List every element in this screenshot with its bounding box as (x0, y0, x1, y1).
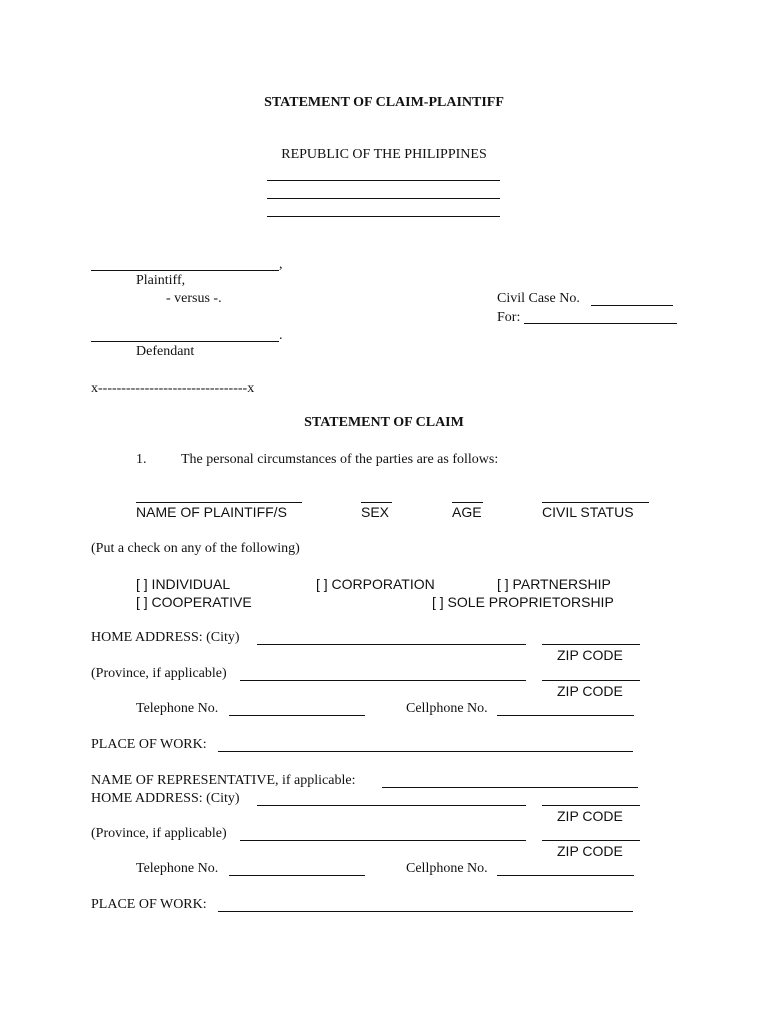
age-header: AGE (452, 504, 482, 520)
home-address-field[interactable] (257, 644, 526, 645)
cellphone-field[interactable] (497, 715, 634, 716)
item-number: 1. (136, 452, 147, 467)
rep-province-field[interactable] (240, 840, 526, 841)
check-instruction: (Put a check on any of the following) (91, 541, 300, 556)
zip-code-field-2[interactable] (542, 680, 640, 681)
rep-zip-code-field-2[interactable] (542, 840, 640, 841)
zip-code-field-1[interactable] (542, 644, 640, 645)
rep-province-label: (Province, if applicable) (91, 826, 227, 841)
versus-label: - versus -. (166, 291, 222, 306)
civil-case-label: Civil Case No. (497, 291, 580, 306)
rep-place-of-work-label: PLACE OF WORK: (91, 897, 207, 912)
rep-home-address-label: HOME ADDRESS: (City) (91, 791, 240, 806)
representative-name-label: NAME OF REPRESENTATIVE, if applicable: (91, 773, 356, 788)
rep-cellphone-field[interactable] (497, 875, 634, 876)
checkbox-cooperative[interactable]: [ ] COOPERATIVE (136, 594, 252, 610)
province-label: (Province, if applicable) (91, 666, 227, 681)
rep-home-address-field[interactable] (257, 805, 526, 806)
court-blank-line-2[interactable] (267, 198, 500, 199)
civil-status-blank[interactable] (542, 502, 649, 503)
caption-separator: x--------------------------------x (91, 381, 255, 396)
civil-status-header: CIVIL STATUS (542, 504, 634, 520)
for-blank[interactable] (524, 323, 677, 324)
plaintiff-comma: , (279, 257, 283, 272)
plaintiff-names-blank[interactable] (136, 502, 302, 503)
place-of-work-label: PLACE OF WORK: (91, 737, 207, 752)
age-blank[interactable] (452, 502, 483, 503)
rep-telephone-field[interactable] (229, 875, 365, 876)
province-field[interactable] (240, 680, 526, 681)
plaintiff-label: Plaintiff, (136, 273, 186, 288)
document-title: STATEMENT OF CLAIM-PLAINTIFF (264, 95, 504, 110)
cellphone-label: Cellphone No. (406, 701, 488, 716)
sex-header: SEX (361, 504, 390, 520)
checkbox-sole-proprietorship[interactable]: [ ] SOLE PROPRIETORSHIP (432, 594, 614, 610)
defendant-label: Defendant (136, 344, 195, 359)
checkbox-individual[interactable]: [ ] INDIVIDUAL (136, 576, 231, 592)
home-address-label: HOME ADDRESS: (City) (91, 630, 240, 645)
rep-zip-code-label-1: ZIP CODE (557, 808, 623, 824)
rep-zip-code-field-1[interactable] (542, 805, 640, 806)
telephone-label: Telephone No. (136, 701, 219, 716)
name-header: NAME OF PLAINTIFF/S (136, 504, 287, 520)
for-label: For: (497, 310, 521, 325)
section-title: STATEMENT OF CLAIM (304, 415, 464, 430)
defendant-name-blank[interactable] (91, 341, 279, 342)
defendant-period: . (279, 328, 283, 343)
plaintiff-name-blank[interactable] (91, 270, 279, 271)
zip-code-label-1: ZIP CODE (557, 647, 623, 663)
rep-cellphone-label: Cellphone No. (406, 861, 488, 876)
zip-code-label-2: ZIP CODE (557, 683, 623, 699)
court-blank-line-1[interactable] (267, 180, 500, 181)
civil-case-blank[interactable] (591, 305, 673, 306)
item-text: The personal circumstances of the parties are as follows: (181, 452, 499, 467)
court-blank-line-3[interactable] (267, 216, 500, 217)
rep-zip-code-label-2: ZIP CODE (557, 843, 623, 859)
checkbox-corporation[interactable]: [ ] CORPORATION (316, 576, 435, 592)
court-header: REPUBLIC OF THE PHILIPPINES (281, 147, 487, 162)
telephone-field[interactable] (229, 715, 365, 716)
place-of-work-field[interactable] (218, 751, 633, 752)
rep-place-of-work-field[interactable] (218, 911, 633, 912)
sex-blank[interactable] (361, 502, 392, 503)
representative-name-field[interactable] (382, 787, 638, 788)
checkbox-partnership[interactable]: [ ] PARTNERSHIP (497, 576, 611, 592)
rep-telephone-label: Telephone No. (136, 861, 219, 876)
